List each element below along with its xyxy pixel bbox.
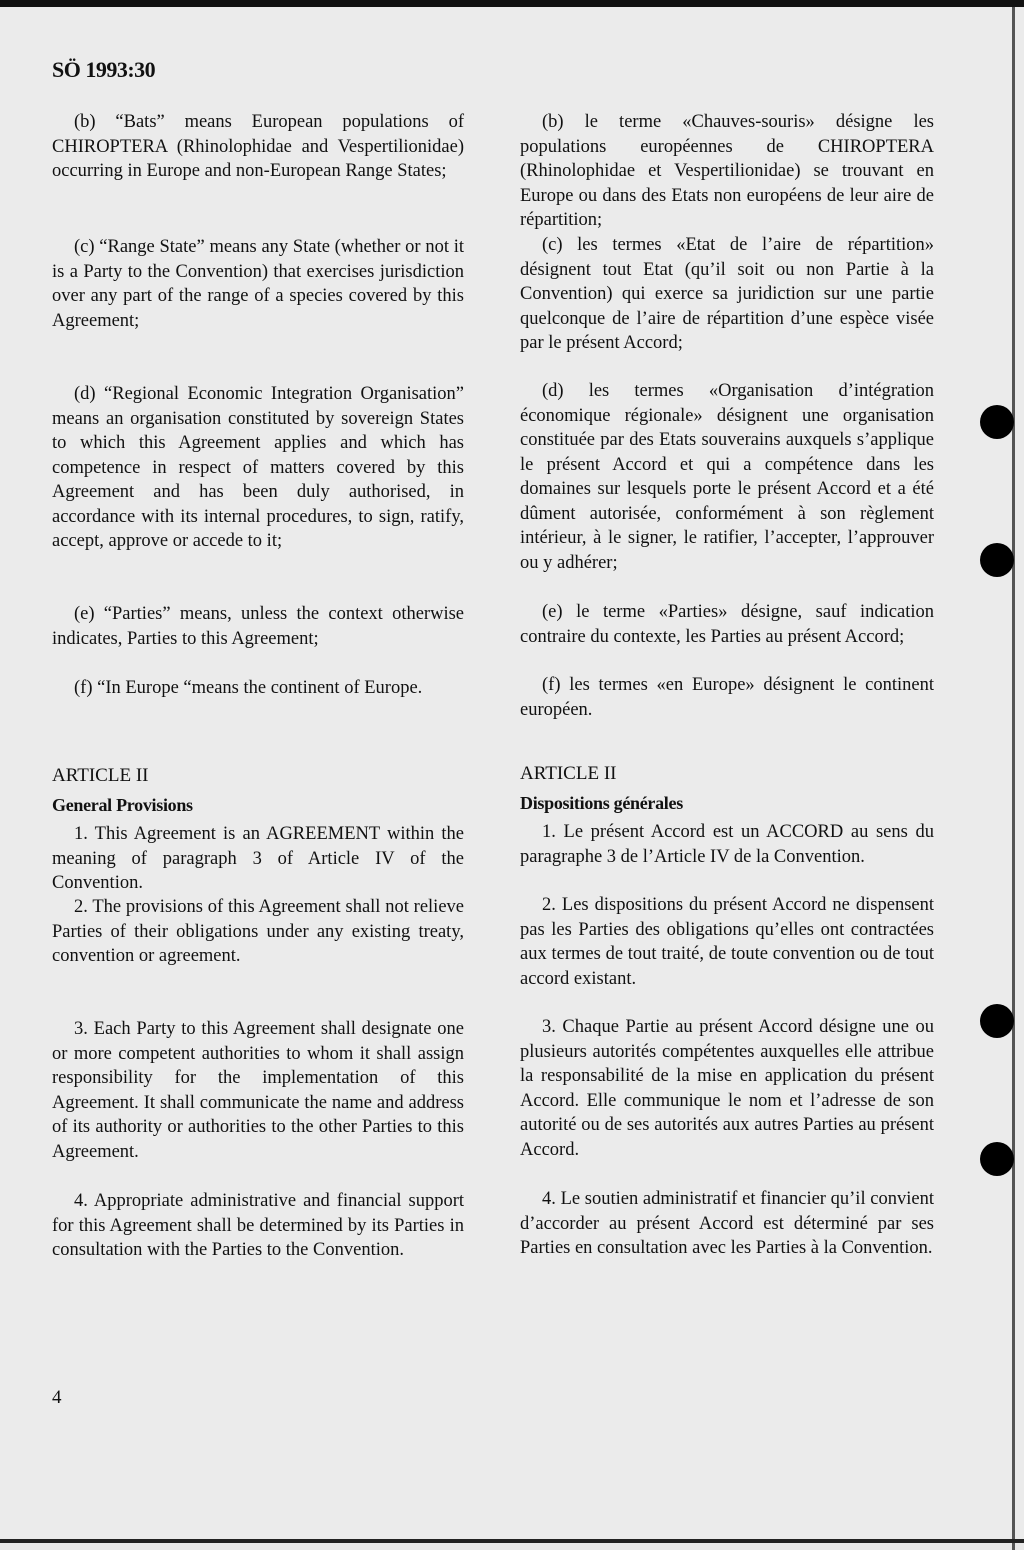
french-provision-2: 2. Les dispositions du présent Accord ne dispensent pas les Parties des obligations qu’elles ont contractées aux termes de tout traité, de toute convention ou de tout accord existant. [520, 895, 934, 989]
scan-bottom-line [0, 1539, 1024, 1543]
french-definition-b: (b) le terme «Chauves-souris» désigne les populations européennes de CHIROPTERA (Rhinolophidae et Vespertilionidae) se trouvant en Europe ou dans des Etats non européens de leur aire de répartition; [520, 112, 934, 230]
french-column [520, 7, 934, 1307]
french-definition-d: (d) les termes «Organisation d’intégration économique régionale» désignent une organisation constituée par des Etats souverains auxquels s’applique le présent Accord et qui a compétence dans les domaines sur lesquels porte le présent Accord et a été dûment autorisée, conformément à son règlement intérieur, à le signer, le ratifier, l’accepter, l’approuver ou y adhérer; [520, 381, 934, 573]
french-provision-3: 3. Chaque Partie au présent Accord désigne une ou plusieurs autorités compétentes auxquelles elle attribue la responsabilité de la mise en application du présent Accord. Elle communique le nom et l’adresse de son autorité ou de ses autorités aux autres Parties au présent Accord. [520, 1017, 934, 1160]
punch-hole-icon [980, 1142, 1014, 1176]
english-definition-e: (e) “Parties” means, unless the context otherwise indicates, Parties to this Agreement; [52, 604, 464, 649]
document-reference: SÖ 1993:30 [52, 57, 156, 82]
punch-hole-icon [980, 1004, 1014, 1038]
english-definition-f: (f) “In Europe “means the continent of Europe. [74, 678, 423, 698]
french-definition-c: (c) les termes «Etat de l’aire de répartition» désignent tout Etat (qu’il soit ou non Partie à la Convention) qui exerce sa juridiction sur une partie quelconque de l’aire de répartition d’une espèce visée par le présent Accord; [520, 235, 934, 353]
french-article-subheading: Dispositions générales [520, 793, 683, 813]
english-provision-3: 3. Each Party to this Agreement shall designate one or more competent authorities to whom it shall assign responsibility for the implementation of this Agreement. It shall communicate the name and address of its authority or authorities to the other Parties to this Agreement. [52, 1019, 464, 1162]
scan-edge-line [1012, 7, 1015, 1550]
english-article-heading: ARTICLE II [52, 765, 149, 786]
english-definition-d: (d) “Regional Economic Integration Organisation” means an organisation constituted by sovereign States to which this Agreement applies and which has competence in respect of matters covered by this Agreement and has been duly authorised, in accordance with its internal procedures, to sign, ratify, accept, approve or accede to it; [52, 384, 464, 551]
french-provision-1: 1. Le présent Accord est un ACCORD au sens du paragraphe 3 de l’Article IV de la Convention. [520, 822, 934, 867]
english-provision-4: 4. Appropriate administrative and financial support for this Agreement shall be determined by its Parties in consultation with the Parties to the Convention. [52, 1191, 464, 1260]
english-column [52, 7, 464, 1307]
french-provision-4: 4. Le soutien administratif et financier qu’il convient d’accorder au présent Accord est déterminé par ses Parties en consultation avec les Parties à la Convention. [520, 1189, 934, 1258]
punch-hole-icon [980, 543, 1014, 577]
french-definition-e: (e) le terme «Parties» désigne, sauf indication contraire du contexte, les Parties au présent Accord; [520, 602, 934, 647]
english-article-subheading: General Provisions [52, 795, 193, 815]
english-definition-c: (c) “Range State” means any State (whether or not it is a Party to the Convention) that exercises jurisdiction over any part of the range of a species covered by this Agreement; [52, 237, 464, 331]
english-definition-b: (b) “Bats” means European populations of CHIROPTERA (Rhinolophidae and Vespertilionidae) occurring in Europe and non-European Range States; [52, 112, 464, 181]
punch-hole-icon [980, 405, 1014, 439]
english-provision-2: 2. The provisions of this Agreement shall not relieve Parties of their obligations under any existing treaty, convention or agreement. [52, 897, 464, 966]
english-provision-1: 1. This Agreement is an AGREEMENT within the meaning of paragraph 3 of Article IV of the Convention. [52, 824, 464, 893]
french-article-heading: ARTICLE II [520, 763, 617, 784]
french-definition-f: (f) les termes «en Europe» désignent le continent européen. [520, 675, 934, 720]
page-number: 4 [52, 1387, 62, 1408]
